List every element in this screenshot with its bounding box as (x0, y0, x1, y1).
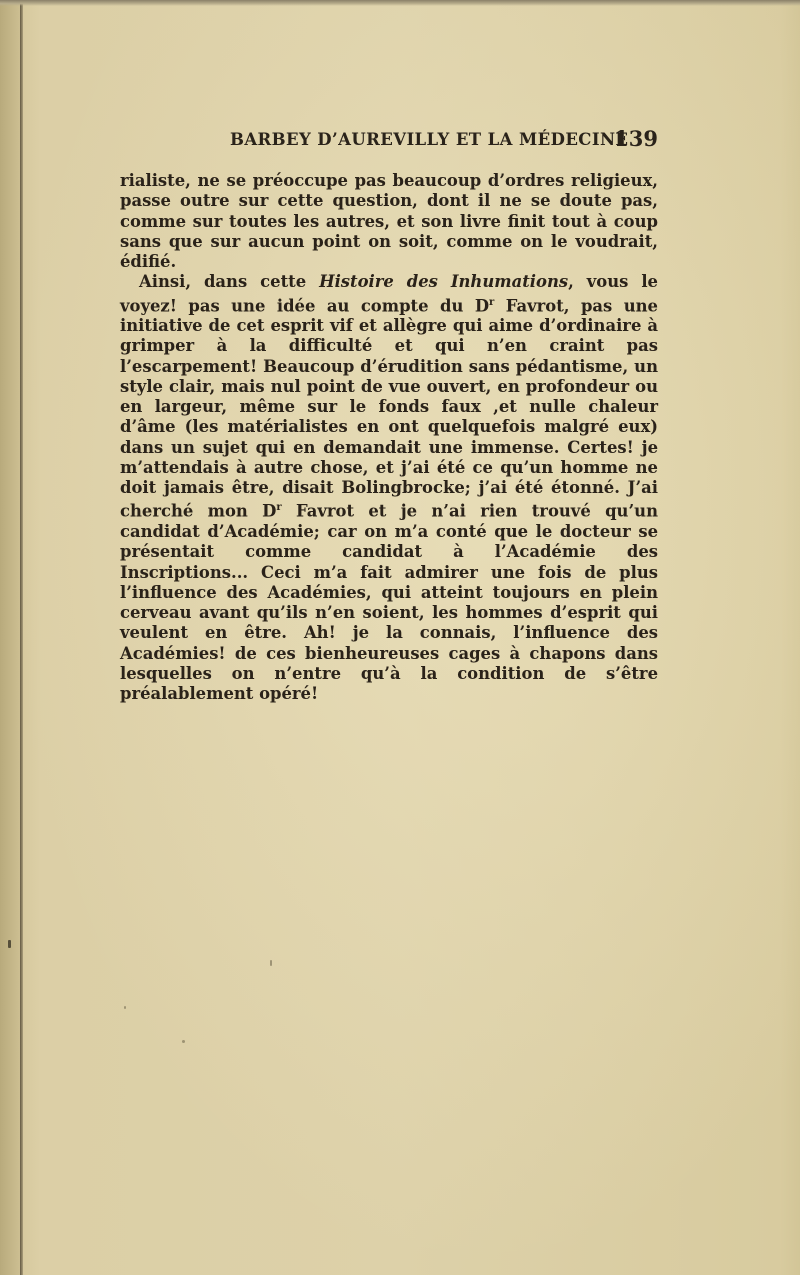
paragraph-2 (120, 272, 658, 704)
page-gutter-edge (20, 0, 23, 1275)
superscript: r (489, 296, 495, 308)
paragraph-1 (120, 171, 658, 272)
paper-speck (8, 940, 11, 948)
text-run: Favrot et je n’ai rien trouvé qu’un candidat d’Académie; car on m’a conté que le docteur se présentait comme candidat à l’Académie des Inscriptions... Ceci m’a fait admirer une fois de plus l’influence des Académies, qui atteint toujours en plein cerveau avant qu’ils n’en soient, les hommes d’esprit qui veulent en être. Ah! je la connais, l’influence des Académies! de ces bienheureuses cages à chapons dans lesquelles on n’entre qu’à la condition de s’être préalablement opéré! (120, 501, 658, 704)
body-text (120, 171, 658, 704)
text-run: rialiste, ne se préoccupe pas beaucoup d’ordres religieux, passe outre sur cette question, dont il ne se doute pas, comme sur toutes les autres, et son livre finit tout à coup sans que sur aucun point on soit, comme on le voudrait, édifié. (120, 171, 658, 271)
paper-speck (182, 1040, 185, 1043)
paper-speck (124, 1006, 126, 1009)
running-head-title: BARBEY D’AUREVILLY ET LA MÉDECINE (230, 130, 629, 149)
spine-shadow (0, 0, 20, 1275)
paper-speck (270, 960, 272, 966)
page-top-edge (0, 0, 800, 6)
book-title: Histoire des Inhumations (319, 272, 569, 292)
running-head (120, 126, 658, 152)
text-run: Ainsi, dans cette (139, 272, 320, 292)
text-run: , vous le voyez! pas une idée au compte du D (120, 272, 658, 315)
superscript: r (276, 502, 282, 514)
page-number: 139 (614, 126, 658, 151)
text-run: Favrot, pas une initiative de cet esprit vif et allègre qui aime d’ordinaire à grimper à la difficulté et qui n’en craint pas l’escarpement! Beaucoup d’érudition sans pédantisme, un style clair, mais nul point de vue ouvert, en profondeur ou en largeur, même sur le fonds faux ,et nulle chaleur d’âme (les matérialistes en ont quelquefois malgré eux) dans un sujet qui en demandait une immense. Certes! je m’attendais à autre chose, et j’ai été ce qu’un homme ne doit jamais être, disait Bolingbrocke; j’ai été étonné. J’ai cherché mon D (120, 295, 658, 521)
